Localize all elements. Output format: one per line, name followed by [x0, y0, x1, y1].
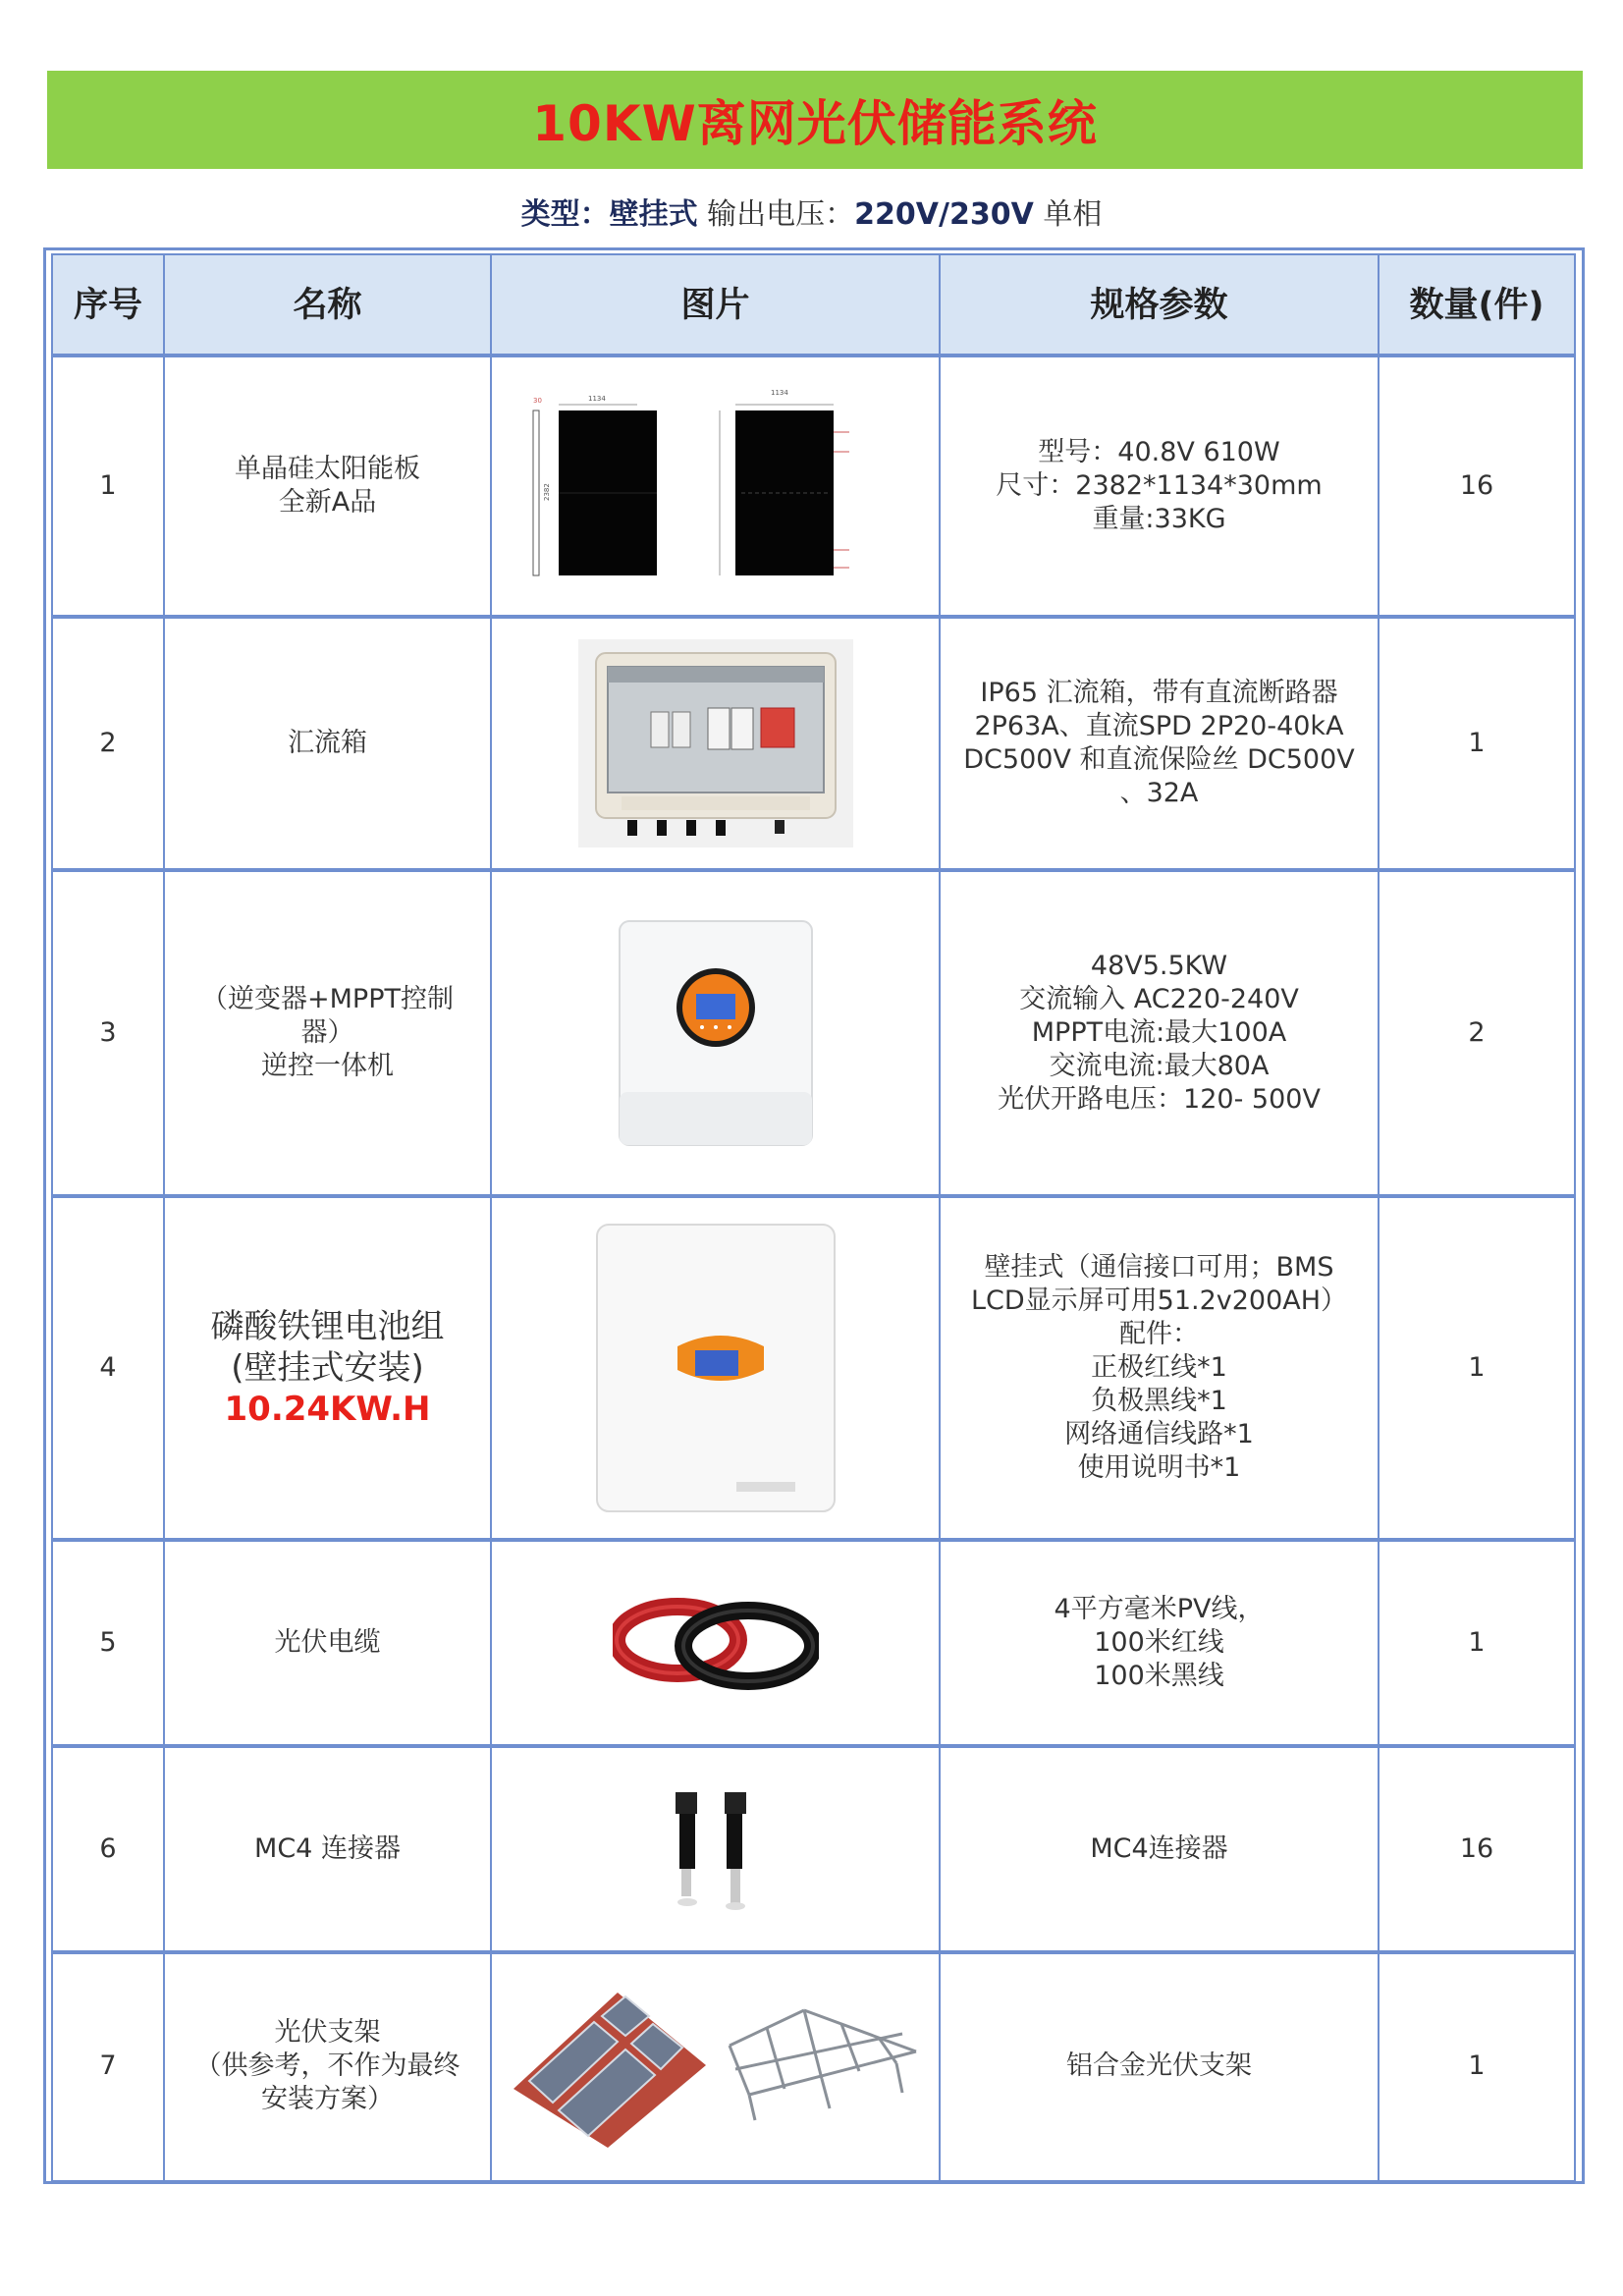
row-image [490, 1950, 941, 2182]
row-image [490, 1744, 941, 1954]
row-qty: 1 [1378, 1194, 1576, 1542]
row-spec: 4平方毫米PV线， 100米红线 100米黑线 [939, 1538, 1380, 1748]
row-name: 光伏电缆 [163, 1538, 492, 1748]
row-qty: 1 [1378, 615, 1576, 872]
row-name-main: 磷酸铁锂电池组 (壁挂式安装) [210, 1307, 445, 1388]
row-spec: 铝合金光伏支架 [939, 1950, 1380, 2182]
row-image [490, 1194, 941, 1542]
row-qty: 1 [1378, 1538, 1576, 1748]
phase-value: 单相 [1043, 197, 1103, 232]
row-index: 1 [51, 354, 165, 619]
table-row [51, 868, 1580, 1196]
combiner-box-icon [578, 639, 853, 847]
mc4-connector-icon [662, 1788, 770, 1910]
type-value: 壁挂式 [609, 197, 698, 232]
svg-text:2382: 2382 [542, 483, 551, 501]
row-name: 光伏支架 （供参考，不作为最终 安装方案） [163, 1950, 492, 2182]
row-spec: 壁挂式（通信接口可用；BMS LCD显示屏可用51.2v200AH） 配件： 正极红线*1 负极黑线*1 网络通信线路*1 使用说明书*1 [939, 1194, 1380, 1542]
voltage-value: 220V/230V [854, 197, 1034, 232]
header-spec: 规格参数 [939, 253, 1380, 357]
table-row [51, 1194, 1580, 1540]
page-title: 10KW离网光伏储能系统 [532, 95, 1098, 152]
row-name: （逆变器+MPPT控制 器） 逆控一体机 [163, 868, 492, 1198]
table-header [51, 253, 1580, 355]
table-row [51, 354, 1580, 617]
row-image [490, 1538, 941, 1748]
row-name: MC4 连接器 [163, 1744, 492, 1954]
row-qty: 2 [1378, 868, 1576, 1198]
battery-pack-icon [593, 1221, 839, 1515]
row-qty: 16 [1378, 1744, 1576, 1954]
svg-text:30: 30 [532, 397, 542, 405]
header-qty: 数量(件) [1378, 253, 1576, 357]
type-label: 类型： [520, 197, 610, 232]
svg-text:1134: 1134 [770, 389, 788, 397]
row-index: 2 [51, 615, 165, 872]
row-name: 汇流箱 [163, 615, 492, 872]
table-row [51, 615, 1580, 870]
row-name: 单晶硅太阳能板 全新A品 [163, 354, 492, 619]
row-image [490, 868, 941, 1198]
pv-mount-icon [510, 1983, 922, 2150]
header-name: 名称 [163, 253, 492, 357]
row-index: 4 [51, 1194, 165, 1542]
voltage-label: 输出电压： [707, 197, 855, 232]
row-qty: 16 [1378, 354, 1576, 619]
row-spec: MC4连接器 [939, 1744, 1380, 1954]
row-index: 3 [51, 868, 165, 1198]
header-index: 序号 [51, 253, 165, 357]
header-image: 图片 [490, 253, 941, 357]
svg-text:1134: 1134 [587, 395, 606, 403]
table-row [51, 1950, 1580, 2180]
table-row [51, 1744, 1580, 1952]
row-spec: IP65 汇流箱，带有直流断路器 2P63A、直流SPD 2P20-40kA DC500V 和直流保险丝 DC500V 、32A [939, 615, 1380, 872]
title-banner [47, 71, 1583, 169]
row-index: 6 [51, 1744, 165, 1954]
row-qty: 1 [1378, 1950, 1576, 2182]
cable-coil-icon [613, 1589, 819, 1697]
row-index: 7 [51, 1950, 165, 2182]
row-name-capacity: 10.24KW.H [224, 1390, 431, 1429]
row-image [490, 615, 941, 872]
row-image [490, 354, 941, 619]
row-spec: 型号：40.8V 610W 尺寸：2382*1134*30mm 重量:33KG [939, 354, 1380, 619]
table-row [51, 1538, 1580, 1746]
row-index: 5 [51, 1538, 165, 1748]
row-spec: 48V5.5KW 交流输入 AC220-240V MPPT电流:最大100A 交流电流:最大80A 光伏开路电压：120- 500V [939, 868, 1380, 1198]
inverter-icon [618, 919, 814, 1147]
subtitle [0, 190, 1623, 233]
row-name [163, 1194, 492, 1542]
solar-panel-drawing-icon [510, 383, 922, 589]
